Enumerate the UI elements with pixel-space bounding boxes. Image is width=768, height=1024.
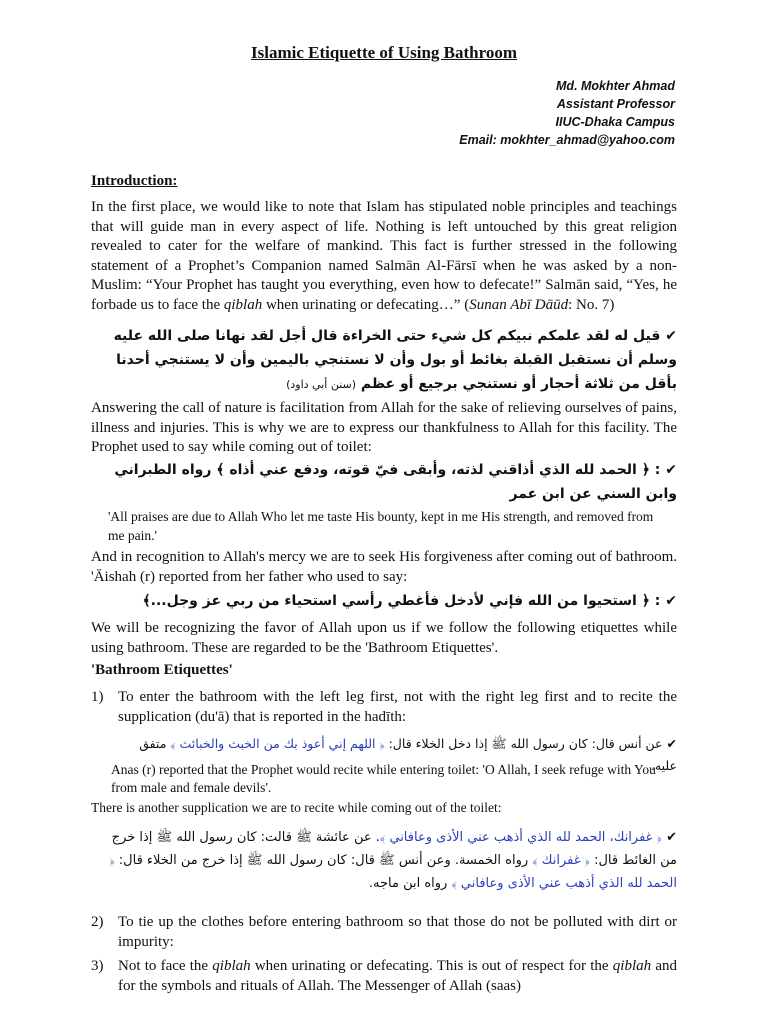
etiquette-item-1 — [91, 688, 677, 727]
arabic-hadith-3-text-b: . عن عائشة ﷺ قالت: كان رسول الله ﷺ إذا خرج من الغائط قال: — [111, 830, 677, 868]
document-title: Islamic Etiquette of Using Bathroom — [250, 43, 517, 62]
another-supplication-text: There is another supplication we are to recite while coming out of the toilet: — [91, 800, 502, 815]
arabic-dua-1-text: : ﴿ الحمد لله الذي أذاقني لذته، وأبقى فيّ قوته، ودفع عني أذاه ﴾ رواه الطبراني وابن السني عن ابن عمر — [114, 462, 677, 502]
arabic-hadith-3-dua-a: ﴿ غفرانك، الحمد لله الذي أذهب عني الأذى وعافاني ﴾ — [379, 830, 662, 845]
checkmark-icon: ✔ — [665, 593, 677, 609]
author-name: Md. Mokhter Ahmad — [556, 79, 675, 93]
translation-quote-1: 'All praises are due to Allah Who let me taste His bounty, kept in me His strength, and removed from me pain.' — [108, 509, 654, 543]
etiquette-item-3 — [91, 957, 677, 996]
arabic-hadith-1 — [91, 324, 677, 397]
qiblah-term: qiblah — [612, 958, 652, 974]
arabic-hadith-1-source: (سنن أبي داود) — [286, 378, 357, 391]
checkmark-icon: ✔ — [665, 328, 677, 344]
item-text: To tie up the clothes before entering bathroom so that those do not be polluted with dirt or impurity: — [118, 914, 677, 950]
item-text: To enter the bathroom with the left leg first, not with the right leg first and to recite the supplication (du'ā) that is reported in the hadīth: — [118, 689, 677, 725]
author-block — [459, 77, 675, 149]
intro-paragraph-3: And in recognition to Allah's mercy we are to seek His forgiveness after coming out of bathroom. 'Āishah (r) reported from her father who used to say: — [91, 549, 677, 585]
checkmark-icon: ✔ — [665, 462, 677, 478]
item3-text-a: Not to face the — [118, 958, 213, 974]
arabic-hadith-3-dua-e: ﴿ الحمد لله الذي أذهب عني الأذى وعافاني ﴾ — [109, 853, 677, 891]
arabic-hadith-3-dua-c: ﴿ غفرانك ﴾ — [532, 853, 590, 868]
arabic-dua-2-text: : ﴿ استحيوا من الله فإني لأدخل فأغطي رأسي استحياء من ربي عز وجل...﴾ — [142, 593, 661, 609]
item3-text-c: and for the symbols and rituals of Allah. The Messenger of Allah (saas) — [118, 958, 677, 994]
etiquettes-heading: 'Bathroom Etiquettes' — [91, 662, 233, 678]
author-institution: IIUC-Dhaka Campus — [555, 115, 675, 129]
arabic-hadith-2-source: متفق عليه. — [139, 736, 677, 773]
arabic-dua-2 — [91, 589, 677, 613]
checkmark-icon: ✔ — [666, 830, 677, 845]
arabic-hadith-1-text: قيل له لقد علمكم نبيكم كل شيء حتى الخراءة قال أجل لقد نهانا صلى الله عليه وسلم أن نستقبل القبلة بغائط أو بول وأن لا نستنجي باليمين وأن لا يستنجي أحدنا بأقل من ثلاثة أحجار أو نستنجي برجيع أو عظم — [113, 328, 677, 392]
introduction-heading: Introduction: — [91, 173, 178, 189]
source-title: Sunan Abī Dāūd — [469, 296, 569, 313]
arabic-hadith-2-text-a: عن أنس قال: كان رسول الله ﷺ إذا دخل الخلاء قال: — [384, 736, 663, 751]
arabic-hadith-3 — [91, 826, 677, 895]
arabic-hadith-3-text-d: رواه الخمسة. وعن أنس ﷺ قال: كان رسول الله ﷺ إذا خرج من الخلاء قال: — [114, 853, 533, 868]
author-email: Email: mokhter_ahmad@yahoo.com — [459, 133, 675, 147]
item-text — [118, 957, 677, 996]
item-number: 1) — [91, 689, 104, 705]
intro-paragraph-2: Answering the call of nature is facilitation from Allah for the sake of relieving ourselves of pains, illness and injuries. This is why we are to express our thankfulness to Allah for this facility. The Prophet used to say while coming out of toilet: — [91, 400, 677, 455]
arabic-dua-1 — [91, 458, 677, 506]
etiquette-item-2 — [91, 913, 677, 952]
item-number: 2) — [91, 914, 104, 930]
arabic-hadith-3-source: رواه ابن ماجه. — [368, 876, 452, 891]
intro-p1-text-b: when urinating or defecating…” ( — [262, 296, 470, 313]
intro-paragraph-1 — [91, 198, 677, 315]
checkmark-icon: ✔ — [666, 736, 677, 751]
item-number: 3) — [91, 958, 104, 974]
item3-text-b: when urinating or defecating. This is out of respect for the — [250, 958, 613, 974]
qiblah-term: qiblah — [212, 958, 251, 974]
author-position: Assistant Professor — [556, 97, 675, 111]
intro-paragraph-4: We will be recognizing the favor of Allah upon us if we follow the following etiquettes while using bathroom. These are regarded to be the 'Bathroom Etiquettes'. — [91, 620, 677, 656]
intro-p1-text-c: : No. 7) — [568, 296, 615, 313]
arabic-hadith-2-dua: ﴿ اللهم إني أعوذ بك من الخبث والخبائث ﴾ — [170, 736, 385, 751]
intro-p1-text-a: In the first place, we would like to note that Islam has stipulated noble principles and teachings that will guide man in every aspect of life. Nothing is left untouched by this great religion revealed to cater for the welfare of mankind. This fact is further stressed in the following statement of a Prophet’s Companion named Salmān Al-Fārsī when he was asked by a non-Muslim: “Your Prophet has taught you everything, even how to defecate!” Salmān said, “Yes, he forbade us to face the — [91, 199, 677, 313]
qiblah-term: qiblah — [223, 296, 263, 313]
translation-quote-2: Anas (r) reported that the Prophet would recite while entering toilet: 'O Allah, I seek refuge with You from male and female devils'. — [111, 762, 656, 795]
